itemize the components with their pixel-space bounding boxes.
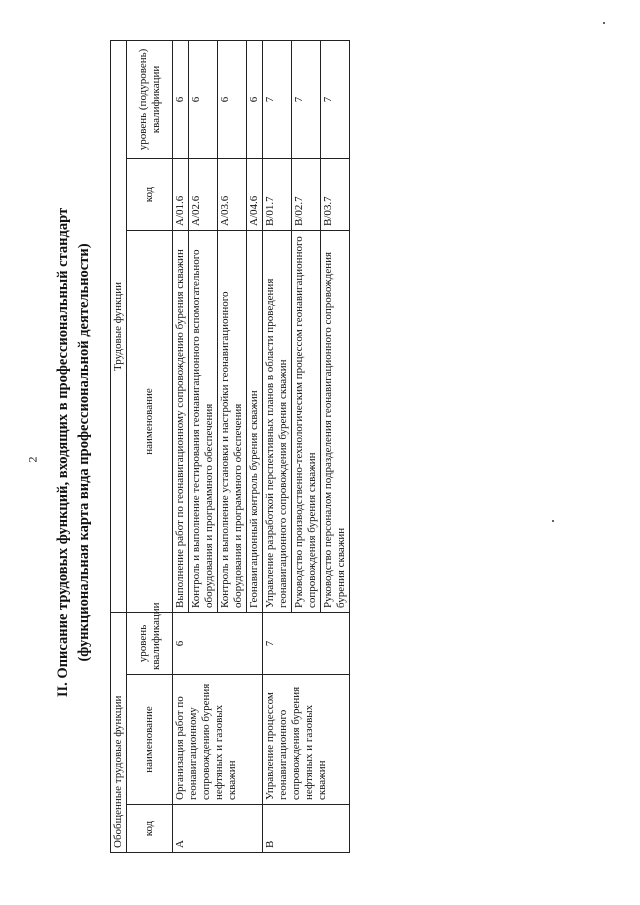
table-row — [263, 40, 292, 852]
generalized-name: Управление процессом геонавигационного сопровождения бурения нефтяных и газовых скважин — [263, 675, 350, 805]
page-number: 2 — [25, 456, 40, 463]
generalized-level: 6 — [173, 612, 263, 674]
col-function-code-header: код — [127, 158, 173, 230]
col-sublevel-header: уровень (подуровень) квалификации — [127, 40, 173, 158]
function-code: B/03.7 — [321, 158, 350, 230]
function-code: A/01.6 — [173, 158, 189, 230]
function-level: 7 — [321, 40, 350, 158]
function-code: A/04.6 — [247, 158, 263, 230]
function-name: Контроль и выполнение тестирования геонавигационного вспомогательного оборудования и программного обеспечения — [189, 230, 218, 612]
table-row — [173, 40, 189, 852]
col-name-header: наименование — [127, 675, 173, 805]
generalized-functions-header: Обобщенные трудовые функции — [111, 612, 127, 852]
function-level: 6 — [173, 40, 189, 158]
function-name: Руководство персоналом подразделения геонавигационного сопровождения бурения скважин — [321, 230, 350, 612]
function-name: Контроль и выполнение установки и настройки геонавигационного оборудования и программного обеспечения — [218, 230, 247, 612]
function-level: 6 — [247, 40, 263, 158]
function-level: 6 — [189, 40, 218, 158]
col-function-name-header: наименование — [127, 230, 173, 612]
function-code: B/01.7 — [263, 158, 292, 230]
generalized-code: B — [263, 805, 350, 853]
col-level-header: уровень квалификации — [127, 612, 173, 674]
function-level: 6 — [218, 40, 247, 158]
function-code: A/03.6 — [218, 158, 247, 230]
function-code: A/02.6 — [189, 158, 218, 230]
section-title: II. Описание трудовых функций, входящих в профессиональный стандарт — [55, 207, 71, 698]
function-name: Руководство производственно-технологическим процессом геонавигационного сопровождения бурения скважин — [292, 230, 321, 612]
generalized-level: 7 — [263, 612, 350, 674]
section-subtitle: (функциональная карта вида профессиональной деятельности) — [76, 243, 92, 662]
function-code: B/02.7 — [292, 158, 321, 230]
generalized-name: Организация работ по геонавигационному сопровождению бурения нефтяных и газовых скважин — [173, 675, 263, 805]
function-name: Управление разработкой перспективных планов в области проведения геонавигационного сопровождения бурения скважин — [263, 230, 292, 612]
function-name: Выполнение работ по геонавигационному сопровождению бурения скважин — [173, 230, 189, 612]
function-level: 7 — [263, 40, 292, 158]
functional-map-table — [110, 40, 350, 853]
generalized-code: A — [173, 805, 263, 853]
function-name: Геонавигационный контроль бурения скважин — [247, 230, 263, 612]
col-code-header: код — [127, 805, 173, 853]
function-level: 7 — [292, 40, 321, 158]
labor-functions-header: Трудовые функции — [111, 40, 127, 612]
